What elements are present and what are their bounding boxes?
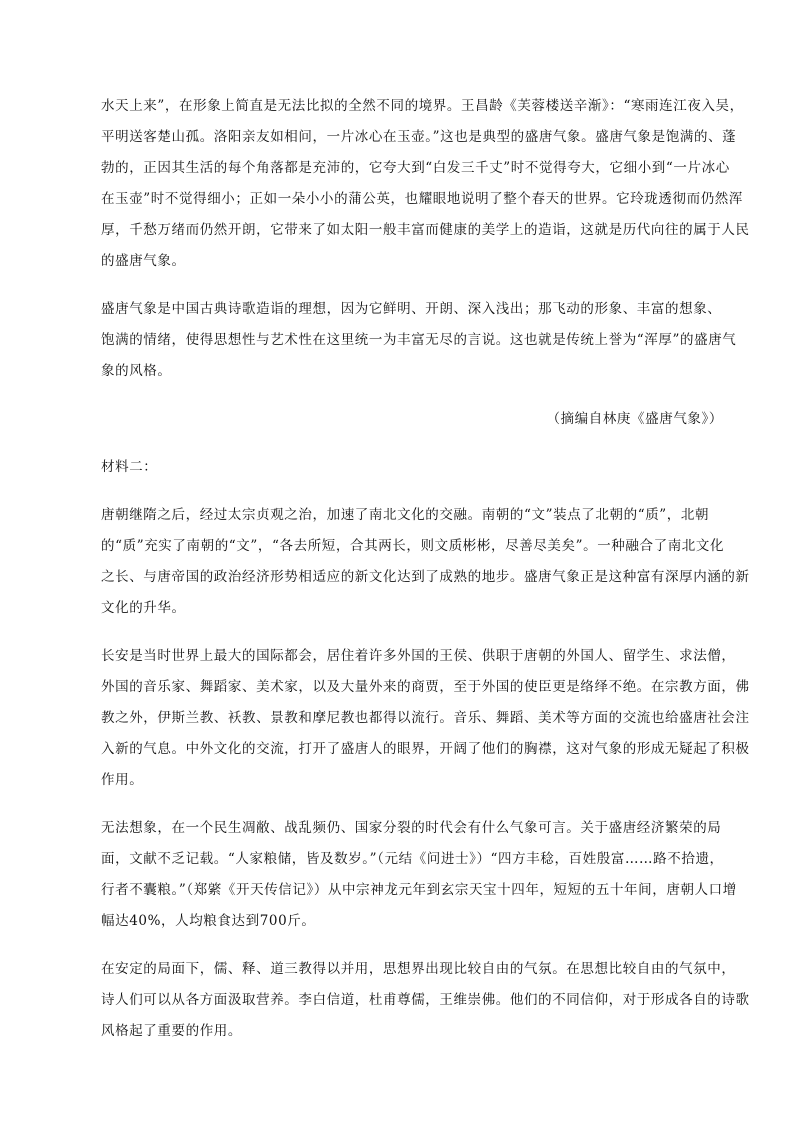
text-line: 无法想象，在一个民生凋敝、战乱频仍、国家分裂的时代会有什么气象可言。关于盛唐经济繁荣的局 <box>101 820 722 836</box>
text-line: 教之外，伊斯兰教、袄教、景教和摩尼教也都得以流行。音乐、舞蹈、美术等方面的交流也给盛唐社会注 <box>101 710 750 726</box>
text-line: 作用。 <box>101 772 144 788</box>
material2-heading: 材料二： <box>101 459 158 475</box>
paragraph-2 <box>101 294 737 387</box>
text-line: 外国的音乐家、舞蹈家、美术家，以及大量外来的商贾，至于外国的使臣更是络绎不绝。在宗教方面，佛 <box>101 679 750 695</box>
paragraph-3 <box>101 500 750 624</box>
text-line: 水天上来”，在形象上简直是无法比拟的全然不同的境界。王昌龄《芙蓉楼送辛渐》：“寒雨连江夜入吴， <box>101 98 744 114</box>
text-line: 幅达40%，人均粮食达到700斤。 <box>101 913 316 929</box>
paragraph-5 <box>101 813 737 937</box>
text-line: 平明送客楚山孤。洛阳亲友如相问，一片冰心在玉壶。”这也是典型的盛唐气象。盛唐气象是饱满的、蓬 <box>101 129 737 145</box>
text-line: 唐朝继隋之后，经过太宗贞观之治，加速了南北文化的交融。南朝的“文”装点了北朝的“质”，北朝 <box>101 507 710 523</box>
text-line: 盛唐气象是中国古典诗歌造诣的理想，因为它鲜明、开朗、深入浅出；那飞动的形象、丰富的想象、 <box>101 301 722 317</box>
text-line: 行者不囊粮。”（郑綮《开天传信记》）从中宗神龙元年到玄宗天宝十四年，短短的五十年间，唐朝人口增 <box>101 882 737 898</box>
text-line: 入新的气息。中外文化的交流，打开了盛唐人的眼界，开阔了他们的胸襟，这对气象的形成无疑起了积极 <box>101 741 750 757</box>
text-line: 厚，千愁万绪而仍然开朗，它带来了如太阳一般丰富而健康的美学上的造诣，这就是历代向往的属于人民 <box>101 222 750 238</box>
text-line: 风格起了重要的作用。 <box>101 1023 242 1039</box>
paragraph-6 <box>101 954 750 1047</box>
source-citation-block <box>101 404 723 435</box>
text-line: 饱满的情绪，使得思想性与艺术性在这里统一为丰富无尽的言说。这也就是传统上誉为“浑厚”的盛唐气 <box>101 332 737 348</box>
text-line: 的“质”充实了南朝的“文”，“各去所短，合其两长，则文质彬彬，尽善尽美矣”。一种融合了南北文化 <box>101 538 725 554</box>
document-page <box>101 91 750 1064</box>
paragraph-1 <box>101 91 750 277</box>
source-citation: （摘编自林庚《盛唐气象》） <box>546 411 723 427</box>
text-line: 的盛唐气象。 <box>101 253 186 269</box>
text-line: 在玉壶”时不觉得细小；正如一朵小小的蒲公英，也耀眼地说明了整个春天的世界。它玲珑透彻而仍然浑 <box>101 191 743 207</box>
text-line: 勃的，正因其生活的每个角落都是充沛的，它夸大到“白发三千丈”时不觉得夸大，它细小到“一片冰心 <box>101 160 730 176</box>
text-line: 之长、与唐帝国的政治经济形势相适应的新文化达到了成熟的地步。盛唐气象正是这种富有深厚内涵的新 <box>101 569 750 585</box>
text-line: 长安是当时世界上最大的国际都会，居住着许多外国的王侯、供职于唐朝的外国人、留学生、求法僧， <box>101 648 736 664</box>
text-line: 象的风格。 <box>101 363 172 379</box>
text-line: 在安定的局面下，儒、释、道三教得以并用，思想界出现比较自由的气氛。在思想比较自由的气氛中， <box>101 961 736 977</box>
text-line: 文化的升华。 <box>101 600 186 616</box>
text-line: 诗人们可以从各方面汲取营养。李白信道，杜甫尊儒，王维崇佛。他们的不同信仰，对于形成各自的诗歌 <box>101 992 750 1008</box>
text-line: 面，文献不乏记载。“人家粮储，皆及数岁。”（元结《问进士》）“四方丰稔，百姓殷富……路不拾遗， <box>101 851 724 867</box>
material-heading-block <box>101 452 723 483</box>
paragraph-4 <box>101 641 750 796</box>
